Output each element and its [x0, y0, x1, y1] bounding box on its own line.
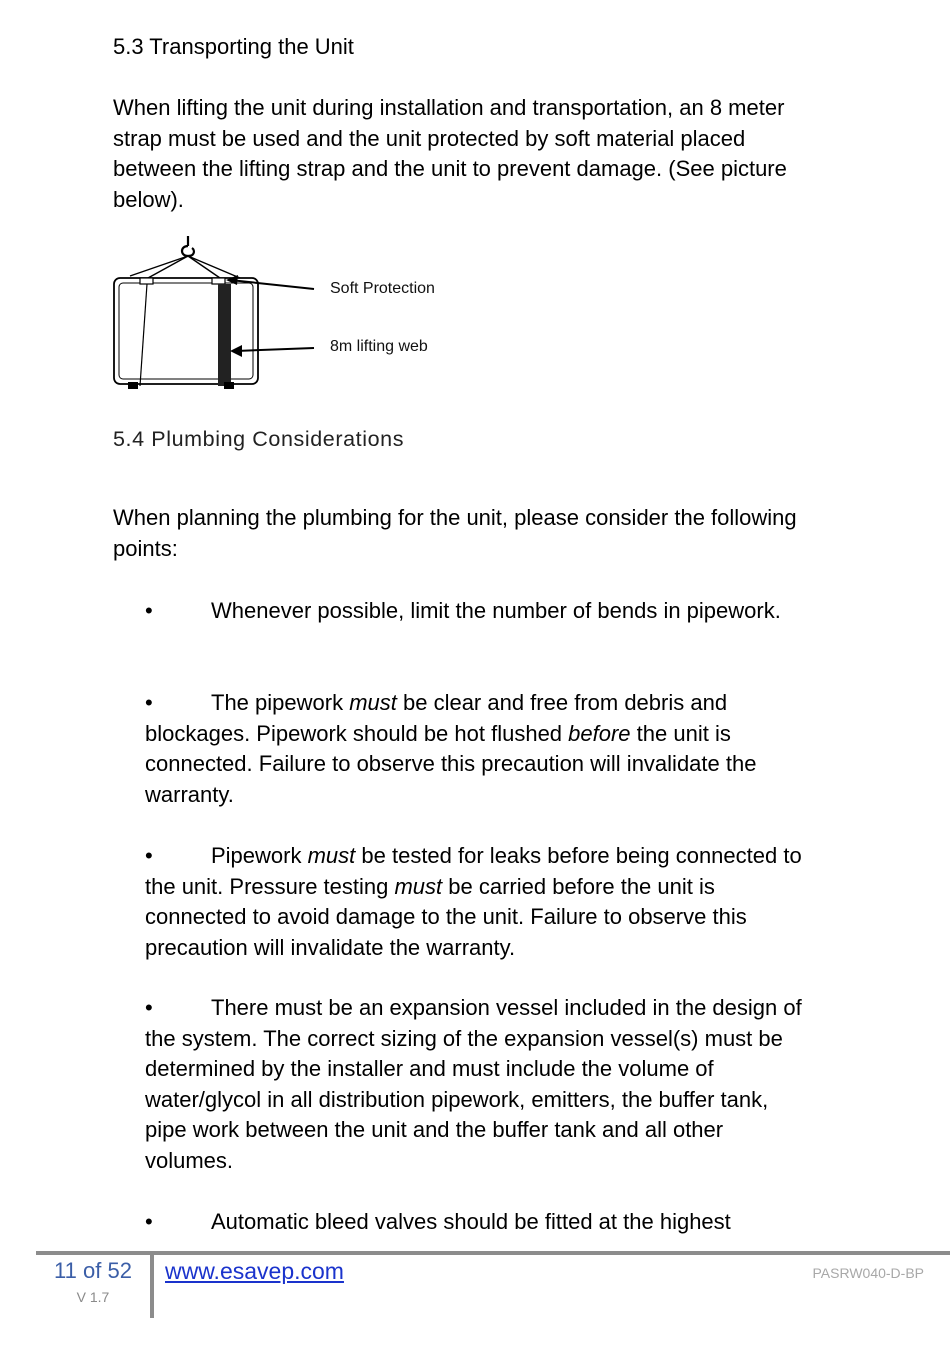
bullet-icon: •	[145, 843, 153, 868]
bullet-icon: •	[145, 1209, 153, 1234]
soft-protection-pad	[140, 278, 153, 284]
lifting-web-label: 8m lifting web	[330, 338, 428, 355]
section-5-4-heading: 5.4 Plumbing Considerations	[113, 427, 405, 451]
bullet-item: • Pipework must be tested for leaks before being connected to the unit. Pressure testing must be carried before the unit is connected to avoid damage to the unit. Failure to observe this precaution will invalidate the warranty.	[145, 843, 802, 960]
document-reference: PASRW040-D-BP	[812, 1265, 924, 1281]
lifting-web	[218, 284, 231, 386]
bullet-icon: •	[145, 995, 153, 1020]
version-label: V 1.7	[76, 1289, 110, 1305]
soft-protection-label: Soft Protection	[330, 280, 435, 297]
footer-vertical-divider	[150, 1255, 154, 1318]
section-5-4-intro: When planning the plumbing for the unit, please consider the following points:	[113, 505, 797, 561]
footer-divider	[36, 1251, 950, 1255]
bullet-icon: •	[145, 690, 153, 715]
bullet-item: • Automatic bleed valves should be fitted at the highest	[145, 1207, 815, 1238]
soft-protection-pad	[212, 278, 225, 284]
unit-body	[114, 278, 258, 384]
emphasis: must	[349, 690, 397, 715]
bullet-icon: •	[145, 598, 153, 623]
section-5-3-heading: 5.3 Transporting the Unit	[113, 34, 354, 59]
emphasis: must	[307, 843, 356, 868]
page-number: 11 of 52	[54, 1258, 132, 1283]
lifting-diagram	[100, 230, 500, 400]
website-link[interactable]: www.esavep.com	[165, 1258, 344, 1284]
bullet-item: • There must be an expansion vessel included in the design of the system. The correct sizing of the expansion vessel(s) must be determined by the installer and must include the volume of water/glycol in all distribution pipework, emitters, the buffer tank, pipe work between the unit and the buffer tank and all other volumes.	[145, 995, 802, 1173]
crane-hook-icon	[182, 236, 194, 256]
lifting-diagram-svg	[100, 230, 500, 400]
bullet-item: • Whenever possible, limit the number of bends in pipework.	[145, 596, 815, 627]
section-5-3-paragraph: When lifting the unit during installation and transportation, an 8 meter strap must be used and the unit protected by soft material placed between the lifting strap and the unit to prevent damage. (See picture below).	[113, 95, 787, 212]
emphasis: before	[568, 720, 631, 746]
emphasis: must	[394, 873, 443, 899]
bullet-item: • The pipework must be clear and free from debris and blockages. Pipework should be hot flushed before the unit is connected. Failure to observe this precaution will invalidate the warranty.	[145, 690, 757, 807]
